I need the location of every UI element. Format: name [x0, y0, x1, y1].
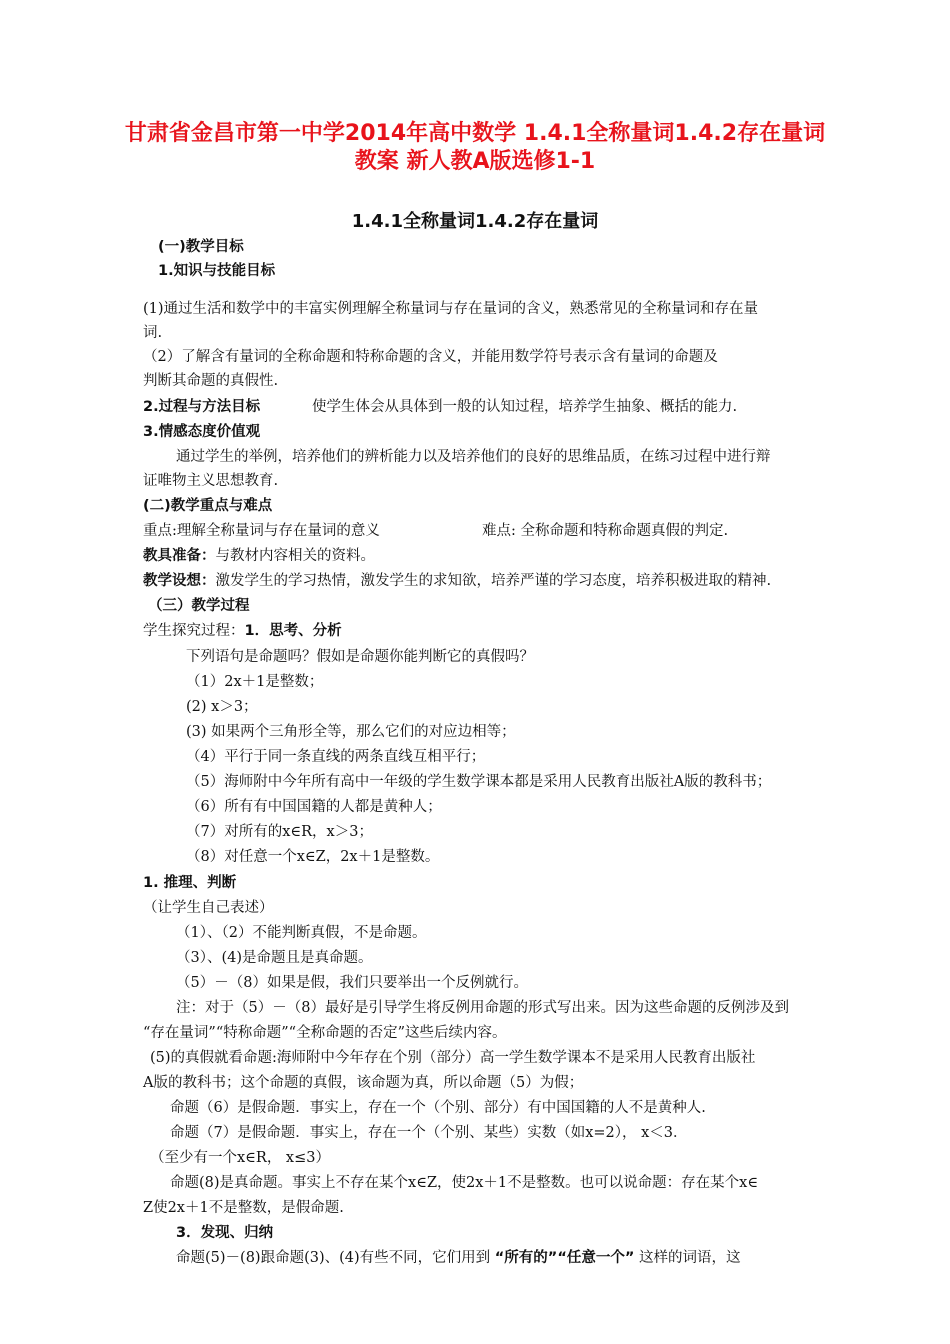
document-title-line1: 甘肃省金昌市第一中学2014年高中数学 1.4.1全称量词1.4.2存在量词: [124, 121, 826, 146]
knowledge-item-1-line2: 词.: [143, 325, 163, 341]
tools-line: [143, 545, 375, 567]
emotion-heading: 3.情感态度价值观: [143, 424, 261, 440]
proposition-item: （7）对所有的x∈R，x＞3；: [186, 824, 373, 840]
discover-heading: 3．发现、归纳: [176, 1225, 274, 1241]
question-text: 下列语句是命题吗？假如是命题你能判断它的真假吗？: [186, 649, 534, 665]
process-goal-heading: 2.过程与方法目标: [143, 399, 261, 415]
objectives-heading: (一)教学目标: [158, 239, 244, 255]
explore-bold: 1．思考、分析: [244, 623, 342, 639]
last-prefix: 命题(5)－(8)跟命题(3)、(4)有些不同，它们用到: [176, 1250, 495, 1266]
tools-text: 与教材内容相关的资料。: [215, 548, 375, 564]
explore-line: [143, 620, 342, 642]
design-line: [143, 570, 771, 592]
last-quote: “所有的”“任意一个”: [494, 1250, 635, 1266]
last-suffix: 这样的词语，这: [634, 1250, 741, 1266]
document-title-line2: 教案 新人教A版选修1-1: [354, 149, 596, 174]
proposition-item: (2) x＞3；: [186, 699, 258, 715]
difficulty-text: 难点: 全称命题和特称命题真假的判定.: [482, 523, 729, 539]
knowledge-heading: 1.知识与技能目标: [158, 263, 276, 279]
emotion-text-line1: 通过学生的举例，培养他们的辨析能力以及培养他们的良好的思维品质，在练习过程中进行辩: [176, 449, 771, 465]
prop6-text: 命题（6）是假命题．事实上，存在一个（个别、部分）有中国国籍的人不是黄种人.: [170, 1100, 706, 1116]
emotion-text-line2: 证唯物主义思想教育.: [143, 473, 279, 489]
reasoning-line: （3）、(4)是命题且是真命题。: [176, 950, 373, 966]
knowledge-item-2-line2: 判断其命题的真假性.: [143, 373, 279, 389]
section-subtitle: 1.4.1全称量词1.4.2存在量词: [351, 211, 599, 232]
last-line: [176, 1247, 741, 1269]
tools-label: 教具准备：: [143, 548, 216, 564]
prop8-line2: Z使2x＋1不是整数，是假命题.: [143, 1200, 344, 1216]
proposition-item: （6）所有有中国国籍的人都是黄种人；: [186, 799, 442, 815]
prop8-line1: 命题(8)是真命题。事实上不存在某个x∈Z，使2x＋1不是整数。也可以说命题：存在某个x∈: [170, 1175, 759, 1191]
reasoning-line: （5）－（8）如果是假，我们只要举出一个反例就行。: [176, 975, 528, 991]
focus-text: 重点:理解全称量词与存在量词的意义: [143, 523, 380, 539]
reasoning-subnote: （让学生自己表述）: [143, 900, 274, 916]
process-goal-text: 使学生体会从具体到一般的认知过程，培养学生抽象、概括的能力.: [312, 399, 738, 415]
note-line1: 注：对于（5）－（8）最好是引导学生将反例用命题的形式写出来。因为这些命题的反例涉及到: [176, 1000, 789, 1016]
knowledge-item-1-line1: (1)通过生活和数学中的丰富实例理解全称量词与存在量词的含义，熟悉常见的全称量词和存在量: [143, 301, 759, 317]
proposition-item: （4）平行于同一条直线的两条直线互相平行；: [186, 749, 486, 765]
knowledge-item-2-line1: （2）了解含有量词的全称命题和特称命题的含义，并能用数学符号表示含有量词的命题及: [143, 349, 718, 365]
teaching-process-heading: （三）教学过程: [148, 598, 250, 614]
design-text: 激发学生的学习热情，激发学生的求知欲，培养严谨的学习态度，培养积极进取的精神.: [215, 573, 772, 589]
explore-label: 学生探究过程：: [143, 623, 245, 639]
proposition-item: (3) 如果两个三角形全等，那么它们的对应边相等；: [186, 724, 516, 740]
prop7-line2: （至少有一个x∈R， x≤3）: [150, 1150, 330, 1166]
proposition-item: （8）对任意一个x∈Z，2x＋1是整数。: [186, 849, 440, 865]
reasoning-line: （1）、（2）不能判断真假，不是命题。: [176, 925, 427, 941]
prop7-line1: 命题（7）是假命题．事实上，存在一个（个别、某些）实数（如x=2）， x＜3．: [170, 1125, 688, 1141]
reasoning-heading: 1. 推理、判断: [143, 875, 237, 891]
key-points-heading: (二)教学重点与难点: [143, 498, 273, 514]
proposition-item: （1）2x＋1是整数；: [186, 674, 324, 690]
prop5-line2: A版的教科书；这个命题的真假，该命题为真，所以命题（5）为假；: [143, 1075, 584, 1091]
design-label: 教学设想：: [143, 573, 216, 589]
note-line2: “存在量词”“特称命题”“全称命题的否定”这些后续内容。: [143, 1025, 507, 1041]
prop5-line1: (5)的真假就看命题:海师附中今年存在个别（部分）高一学生数学课本不是采用人民教育出版社: [150, 1050, 756, 1066]
proposition-item: （5）海师附中今年所有高中一年级的学生数学课本都是采用人民教育出版社A版的教科书；: [186, 774, 772, 790]
